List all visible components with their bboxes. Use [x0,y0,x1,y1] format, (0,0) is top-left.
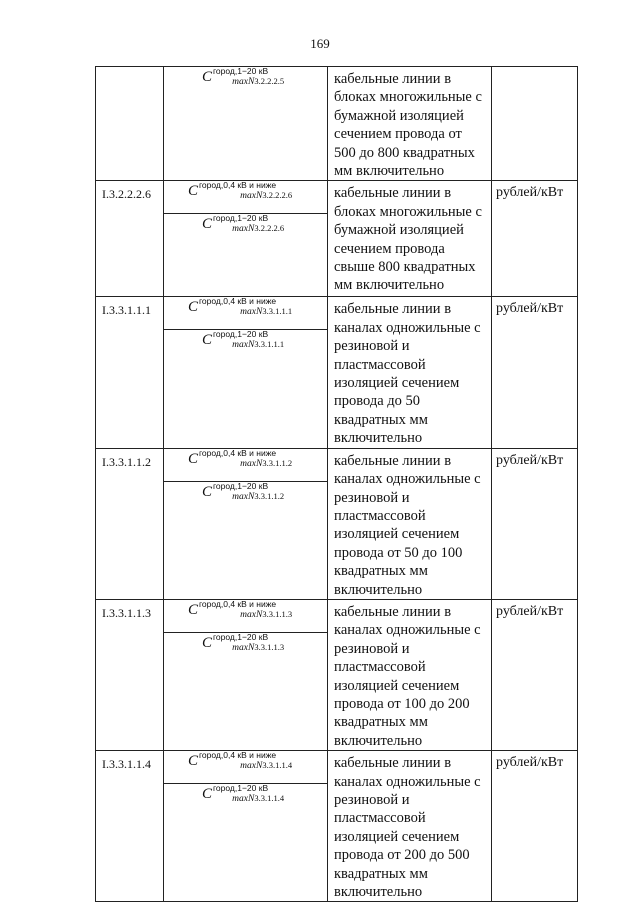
row-unit: рублей/кВт [492,181,578,297]
row-description: кабельные линии в каналах одножильные с резиновой и пластмассовой изоляцией сечением провода от 50 до 100 квадратных мм включительно [328,448,492,599]
symbol-letter: C [188,299,199,316]
symbol-superscript: город,1−20 кВ [213,213,269,224]
table-row [96,599,578,750]
row-code: I.3.3.1.1.2 [96,448,164,599]
symbol-letter: C [188,601,199,618]
table-row [96,297,578,448]
symbol-cell [164,448,328,599]
symbol-subscript-var: maxN [232,224,255,235]
tariff-symbol [164,181,327,214]
row-description: кабельные линии в каналах одножильные с резиновой и пластмассовой изоляцией сечением провода от 200 до 500 квадратных мм включительно [328,751,492,902]
symbol-subscript-index: 3.3.1.1.2 [262,457,293,468]
symbol-cell [164,297,328,448]
tariff-symbol [164,482,327,514]
symbol-superscript: город,1−20 кВ [213,631,269,642]
row-code [96,67,164,181]
symbol-superscript: город,1−20 кВ [213,329,269,340]
page-number: 169 [310,36,330,51]
symbol-subscript-index: 3.3.1.1.3 [262,608,293,619]
row-code: I.3.3.1.1.4 [96,751,164,902]
symbol-subscript-index: 3.2.2.2.5 [254,76,285,86]
symbol-subscript-index: 3.3.1.1.4 [262,760,293,771]
symbol-subscript-var: maxN [240,761,263,772]
symbol-letter: C [202,634,213,651]
row-description: кабельные линии в блоках многожильные с бумажной изоляцией сечением провода от 500 до 800 квадратных мм включительно [328,67,492,181]
symbol-subscript-var: maxN [232,642,255,653]
symbol-subscript-index: 3.3.1.1.1 [254,339,285,350]
symbol-subscript-index: 3.2.2.2.6 [254,223,285,234]
tariff-table [95,66,578,902]
tariff-symbol [164,67,327,99]
symbol-letter: C [202,69,213,85]
tariff-symbol [164,784,327,816]
symbol-superscript: город,0,4 кВ и ниже [199,447,277,458]
symbol-subscript-var: maxN [240,191,263,202]
table-row [96,751,578,902]
symbol-subscript-var: maxN [240,458,263,469]
row-unit: рублей/кВт [492,297,578,448]
tariff-symbol [164,633,327,665]
symbol-letter: C [188,183,199,200]
row-code: I.3.2.2.2.6 [96,181,164,297]
row-description: кабельные линии в блоках многожильные с бумажной изоляцией сечением провода свыше 800 квадратных мм включительно [328,181,492,297]
symbol-subscript-var: maxN [232,491,255,502]
row-unit: рублей/кВт [492,448,578,599]
symbol-cell [164,599,328,750]
symbol-subscript-var: maxN [232,340,255,351]
symbol-superscript: город,0,4 кВ и ниже [199,296,277,307]
symbol-letter: C [202,332,213,349]
symbol-letter: C [188,450,199,467]
row-code: I.3.3.1.1.1 [96,297,164,448]
row-description: кабельные линии в каналах одножильные с резиновой и пластмассовой изоляцией сечением провода от 100 до 200 квадратных мм включительно [328,599,492,750]
table-row [96,181,578,297]
symbol-letter: C [188,753,199,770]
tariff-symbol [164,449,327,482]
symbol-subscript-var: maxN [232,77,255,87]
symbol-cell [164,67,328,181]
symbol-cell [164,181,328,297]
row-code: I.3.3.1.1.3 [96,599,164,750]
tariff-symbol [164,330,327,362]
row-unit [492,67,578,181]
tariff-symbol [164,751,327,784]
symbol-subscript-var: maxN [232,794,255,805]
symbol-subscript-index: 3.2.2.2.6 [262,190,293,201]
symbol-subscript-index: 3.3.1.1.1 [262,306,293,317]
table-row [96,448,578,599]
symbol-subscript-index: 3.3.1.1.4 [254,793,285,804]
symbol-superscript: город,0,4 кВ и ниже [199,180,277,191]
symbol-subscript-index: 3.3.1.1.2 [254,490,285,501]
symbol-superscript: город,1−20 кВ [213,783,269,794]
row-description: кабельные линии в каналах одножильные с резиновой и пластмассовой изоляцией сечением провода до 50 квадратных мм включительно [328,297,492,448]
symbol-superscript: город,0,4 кВ и ниже [199,598,277,609]
tariff-symbol [164,600,327,633]
symbol-subscript-var: maxN [240,609,263,620]
symbol-letter: C [202,786,213,803]
row-unit: рублей/кВт [492,751,578,902]
symbol-subscript-var: maxN [240,307,263,318]
symbol-superscript: город,1−20 кВ [213,480,269,491]
symbol-cell [164,751,328,902]
tariff-symbol [164,297,327,330]
symbol-subscript-index: 3.3.1.1.3 [254,641,285,652]
symbol-superscript: город,1−20 кВ [213,66,269,76]
symbol-superscript: город,0,4 кВ и ниже [199,750,277,761]
tariff-symbol [164,214,327,246]
table-row [96,67,578,181]
row-unit: рублей/кВт [492,599,578,750]
symbol-letter: C [202,216,213,233]
symbol-letter: C [202,483,213,500]
